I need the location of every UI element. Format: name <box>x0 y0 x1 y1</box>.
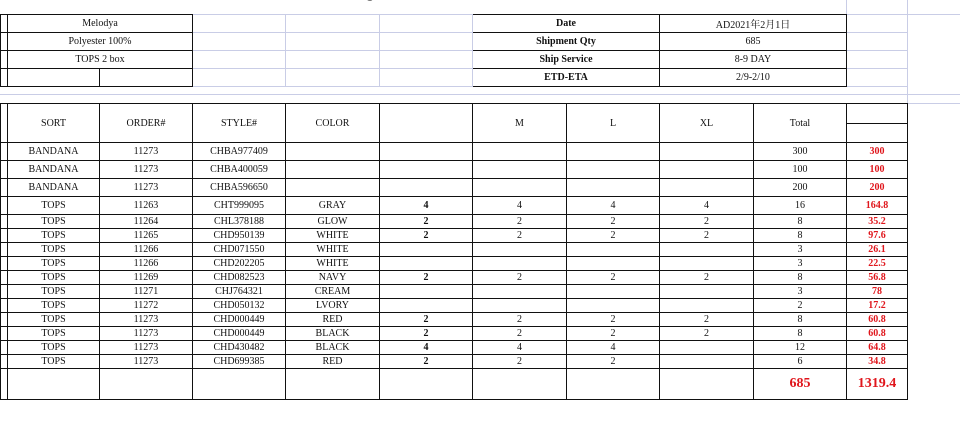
cell-sort: TOPS <box>8 257 100 271</box>
cell-style: CHD000449 <box>193 327 286 341</box>
cell-size-m: 2 <box>473 327 567 341</box>
cell-style: CHD071550 <box>193 243 286 257</box>
cell-total: 12 <box>754 341 847 355</box>
cell-size-m <box>473 179 567 197</box>
cell-size-xl: 4 <box>660 197 754 215</box>
cell-amount: 300 <box>847 143 908 161</box>
cell-size-m <box>473 243 567 257</box>
table-row <box>1 197 908 215</box>
header-m: M <box>473 104 567 143</box>
cell-size-m: 2 <box>473 229 567 243</box>
cell-amount: 200 <box>847 179 908 197</box>
cell-style: CHBA977409 <box>193 143 286 161</box>
header-order: ORDER# <box>100 104 193 143</box>
cell-order: 11266 <box>100 257 193 271</box>
cell-order: 11272 <box>100 299 193 313</box>
cell-style: CHD000449 <box>193 313 286 327</box>
cell-style: CHBA400059 <box>193 161 286 179</box>
cell-sort: TOPS <box>8 197 100 215</box>
label-ship-service: Ship Service <box>473 51 660 69</box>
cell-sort: TOPS <box>8 341 100 355</box>
cell-total: 2 <box>754 299 847 313</box>
cell-size-m <box>473 143 567 161</box>
cell-size-s <box>380 179 473 197</box>
cell-size-xl: 2 <box>660 327 754 341</box>
table-row <box>1 257 908 271</box>
cell-size-l: 2 <box>567 229 660 243</box>
cell-sort: TOPS <box>8 299 100 313</box>
cell-order: 11264 <box>100 215 193 229</box>
cell-color: GLOW <box>286 215 380 229</box>
grand-total-amount: 1319.4 <box>847 369 908 400</box>
table-row <box>1 143 908 161</box>
cell-size-l: 4 <box>567 341 660 355</box>
cell-size-m <box>473 257 567 271</box>
cell-sort: TOPS <box>8 355 100 369</box>
cell-style: CHD950139 <box>193 229 286 243</box>
cell-total: 100 <box>754 161 847 179</box>
shipment-info-table <box>0 14 908 87</box>
table-row <box>1 327 908 341</box>
cell-size-l <box>567 143 660 161</box>
cell-size-s <box>380 285 473 299</box>
cell-size-l: 2 <box>567 313 660 327</box>
cell-size-l: 2 <box>567 327 660 341</box>
cell-size-s: 2 <box>380 355 473 369</box>
cell-amount: 97.6 <box>847 229 908 243</box>
cell-size-l <box>567 285 660 299</box>
gridline <box>0 94 960 95</box>
cell-size-l <box>567 161 660 179</box>
cell-total: 8 <box>754 229 847 243</box>
cell-amount: 35.2 <box>847 215 908 229</box>
cell-sort: TOPS <box>8 243 100 257</box>
label-etd-eta: ETD-ETA <box>473 69 660 87</box>
cell-size-s: 2 <box>380 313 473 327</box>
cell-amount: 100 <box>847 161 908 179</box>
cell-size-xl <box>660 179 754 197</box>
cell-style: CHD082523 <box>193 271 286 285</box>
cell-size-m <box>473 285 567 299</box>
cell-sort: TOPS <box>8 271 100 285</box>
cell-size-l <box>567 299 660 313</box>
table-footer-row <box>1 369 908 400</box>
cell-size-xl <box>660 143 754 161</box>
cell-size-xl: 2 <box>660 229 754 243</box>
cell-sort: TOPS <box>8 215 100 229</box>
cell-total: 8 <box>754 271 847 285</box>
cell-amount: 34.8 <box>847 355 908 369</box>
cell-size-s: 4 <box>380 341 473 355</box>
value-ship-service: 8-9 DAY <box>660 51 847 69</box>
label-shipment-qty: Shipment Qty <box>473 33 660 51</box>
cell-size-xl <box>660 257 754 271</box>
cell-size-m <box>473 161 567 179</box>
header-color: COLOR <box>286 104 380 143</box>
cell-color: WHITE <box>286 229 380 243</box>
cell-color: RED <box>286 313 380 327</box>
value-etd-eta: 2/9-2/10 <box>660 69 847 87</box>
cell-total: 200 <box>754 179 847 197</box>
material-brand: Melodya <box>8 15 193 33</box>
cell-style: CHD050132 <box>193 299 286 313</box>
cell-style: CHD430482 <box>193 341 286 355</box>
cell-size-l: 2 <box>567 355 660 369</box>
cell-color: RED <box>286 355 380 369</box>
cell-amount: 17.2 <box>847 299 908 313</box>
blank-cell <box>8 69 100 87</box>
table-row <box>1 243 908 257</box>
cell-total: 6 <box>754 355 847 369</box>
cell-order: 11273 <box>100 143 193 161</box>
cell-sort: TOPS <box>8 285 100 299</box>
cell-size-l: 2 <box>567 271 660 285</box>
cell-size-xl <box>660 355 754 369</box>
cell-order: 11273 <box>100 161 193 179</box>
cell-size-xl <box>660 243 754 257</box>
cell-sort: TOPS <box>8 313 100 327</box>
cell-style: CHT999095 <box>193 197 286 215</box>
cell-size-xl <box>660 299 754 313</box>
grand-total-qty: 685 <box>754 369 847 400</box>
gridline <box>846 0 847 14</box>
cell-size-m: 4 <box>473 197 567 215</box>
cell-order: 11273 <box>100 341 193 355</box>
table-row <box>1 313 908 327</box>
cell-style: CHJ764321 <box>193 285 286 299</box>
cell-color <box>286 143 380 161</box>
header-s <box>380 104 473 143</box>
cell-size-xl <box>660 285 754 299</box>
cell-color: NAVY <box>286 271 380 285</box>
cell-color: LVORY <box>286 299 380 313</box>
cell-size-xl <box>660 341 754 355</box>
cell-total: 3 <box>754 285 847 299</box>
label-date: Date <box>473 15 660 33</box>
cell-total: 8 <box>754 215 847 229</box>
cell-color: WHITE <box>286 257 380 271</box>
cell-size-s <box>380 299 473 313</box>
info-row-qty <box>1 33 908 51</box>
cell-sort: TOPS <box>8 229 100 243</box>
header-xl: XL <box>660 104 754 143</box>
cell-size-s <box>380 143 473 161</box>
cell-amount: 164.8 <box>847 197 908 215</box>
header-sort: SORT <box>8 104 100 143</box>
cell-color: CREAM <box>286 285 380 299</box>
header-style: STYLE# <box>193 104 286 143</box>
table-row <box>1 229 908 243</box>
cell-order: 11263 <box>100 197 193 215</box>
cell-color <box>286 161 380 179</box>
cell-style: CHBA596650 <box>193 179 286 197</box>
cell-size-m: 4 <box>473 341 567 355</box>
cell-size-xl <box>660 161 754 179</box>
cell-total: 16 <box>754 197 847 215</box>
cell-size-m <box>473 299 567 313</box>
value-shipment-qty: 685 <box>660 33 847 51</box>
header-amount <box>847 104 908 143</box>
cell-order: 11269 <box>100 271 193 285</box>
cell-size-s: 2 <box>380 229 473 243</box>
cell-size-l <box>567 179 660 197</box>
cell-amount: 60.8 <box>847 327 908 341</box>
table-row <box>1 161 908 179</box>
cell-total: 3 <box>754 243 847 257</box>
cell-amount: 78 <box>847 285 908 299</box>
cell-amount: 26.1 <box>847 243 908 257</box>
cell-amount: 60.8 <box>847 313 908 327</box>
cell-size-l <box>567 243 660 257</box>
cell-color: GRAY <box>286 197 380 215</box>
cell-color <box>286 179 380 197</box>
cell-size-s: 2 <box>380 327 473 341</box>
cell-order: 11271 <box>100 285 193 299</box>
cell-size-s <box>380 243 473 257</box>
cell-order: 11266 <box>100 243 193 257</box>
cell-size-xl: 2 <box>660 271 754 285</box>
cell-total: 3 <box>754 257 847 271</box>
cell-color: WHITE <box>286 243 380 257</box>
order-table <box>0 103 908 400</box>
header-total: Total <box>754 104 847 143</box>
cell-size-l: 4 <box>567 197 660 215</box>
cell-color: BLACK <box>286 327 380 341</box>
cell-order: 11265 <box>100 229 193 243</box>
table-row <box>1 215 908 229</box>
cell-size-s <box>380 257 473 271</box>
header-l: L <box>567 104 660 143</box>
cell-size-s: 4 <box>380 197 473 215</box>
cell-size-m: 2 <box>473 271 567 285</box>
cell-size-s <box>380 161 473 179</box>
material-fabric: Polyester 100% <box>8 33 193 51</box>
table-header-row <box>1 104 908 143</box>
cell-size-m: 2 <box>473 355 567 369</box>
table-row <box>1 341 908 355</box>
table-row <box>1 355 908 369</box>
cell-total: 8 <box>754 313 847 327</box>
cell-sort: TOPS <box>8 327 100 341</box>
cell-sort: BANDANA <box>8 179 100 197</box>
cell-style: CHD202205 <box>193 257 286 271</box>
cell-amount: 22.5 <box>847 257 908 271</box>
cell-total: 8 <box>754 327 847 341</box>
cell-size-l <box>567 257 660 271</box>
cell-size-s: 2 <box>380 215 473 229</box>
table-row <box>1 285 908 299</box>
cell-amount: 56.8 <box>847 271 908 285</box>
cell-style: CHD699385 <box>193 355 286 369</box>
table-row <box>1 179 908 197</box>
info-row-date <box>1 15 908 33</box>
cell-amount: 64.8 <box>847 341 908 355</box>
value-date: AD2021年2月1日 <box>660 15 847 33</box>
cell-size-s: 2 <box>380 271 473 285</box>
cell-total: 300 <box>754 143 847 161</box>
cell-order: 11273 <box>100 313 193 327</box>
cell-sort: BANDANA <box>8 143 100 161</box>
cell-color: BLACK <box>286 341 380 355</box>
cell-order: 11273 <box>100 327 193 341</box>
cell-size-xl: 2 <box>660 313 754 327</box>
table-row <box>1 271 908 285</box>
cell-size-m: 2 <box>473 313 567 327</box>
cell-style: CHL378188 <box>193 215 286 229</box>
info-row-service <box>1 51 908 69</box>
table-row <box>1 299 908 313</box>
cell-size-l: 2 <box>567 215 660 229</box>
cell-order: 11273 <box>100 355 193 369</box>
cell-order: 11273 <box>100 179 193 197</box>
cell-size-m: 2 <box>473 215 567 229</box>
material-packing: TOPS 2 box <box>8 51 193 69</box>
clipped-title-glyph <box>363 0 375 2</box>
cell-sort: BANDANA <box>8 161 100 179</box>
info-row-etd <box>1 69 908 87</box>
cell-size-xl: 2 <box>660 215 754 229</box>
